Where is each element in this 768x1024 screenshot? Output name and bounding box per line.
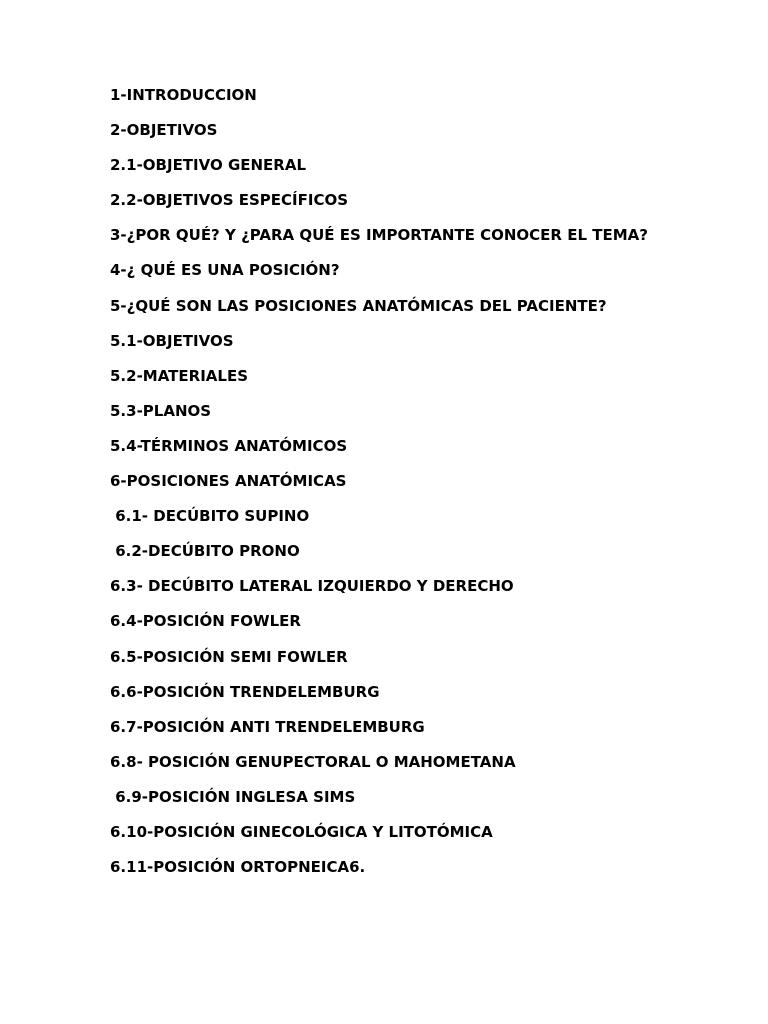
toc-item-4-que-es-una-posicion: 4-¿ QUÉ ES UNA POSICIÓN? — [110, 261, 340, 280]
toc-item-6-6-posicion-trendelemburg: 6.6-POSICIÓN TRENDELEMBURG — [110, 682, 380, 701]
toc-item-6-5-posicion-semi-fowler: 6.5-POSICIÓN SEMI FOWLER — [110, 647, 348, 666]
toc-item-5-2-materiales: 5.2-MATERIALES — [110, 366, 248, 385]
toc-item-2-1-objetivo-general: 2.1-OBJETIVO GENERAL — [110, 156, 307, 175]
toc-item-5-4-terminos-anatomicos: 5.4-TÉRMINOS ANATÓMICOS — [110, 436, 348, 455]
toc-item-2-2-objetivos-especificos: 2.2-OBJETIVOS ESPECÍFICOS — [110, 191, 349, 210]
toc-item-5-1-objetivos: 5.1-OBJETIVOS — [110, 331, 234, 350]
toc-item-3-por-que: 3-¿POR QUÉ? Y ¿PARA QUÉ ES IMPORTANTE CONOCER EL TEMA? — [110, 226, 648, 245]
toc-item-6-posiciones-anatomicas: 6-POSICIONES ANATÓMICAS — [110, 472, 347, 491]
toc-item-6-7-posicion-anti-trendelemburg: 6.7-POSICIÓN ANTI TRENDELEMBURG — [110, 717, 425, 736]
toc-item-6-11-posicion-ortopneica: 6.11-POSICIÓN ORTOPNEICA6. — [110, 858, 366, 877]
toc-item-1-introduccion: 1-INTRODUCCION — [110, 86, 257, 104]
toc-item-6-10-posicion-ginecologica: 6.10-POSICIÓN GINECOLÓGICA Y LITOTÓMICA — [110, 822, 493, 841]
toc-item-6-4-posicion-fowler: 6.4-POSICIÓN FOWLER — [110, 612, 301, 631]
toc-item-6-1-decubito-supino: 6.1- DECÚBITO SUPINO — [110, 507, 310, 526]
toc-item-6-2-decubito-prono: 6.2-DECÚBITO PRONO — [110, 542, 300, 561]
toc-item-6-9-posicion-inglesa-sims: 6.9-POSICIÓN INGLESA SIMS — [110, 787, 356, 806]
toc-item-5-posiciones-anatomicas-paciente: 5-¿QUÉ SON LAS POSICIONES ANATÓMICAS DEL PACIENTE? — [110, 296, 607, 315]
toc-item-5-3-planos: 5.3-PLANOS — [110, 401, 212, 420]
document-page — [110, 84, 658, 891]
toc-item-6-8-posicion-genupectoral: 6.8- POSICIÓN GENUPECTORAL O MAHOMETANA — [110, 752, 516, 771]
toc-item-2-objetivos: 2-OBJETIVOS — [110, 121, 218, 140]
toc-item-6-3-decubito-lateral: 6.3- DECÚBITO LATERAL IZQUIERDO Y DERECHO — [110, 577, 514, 596]
